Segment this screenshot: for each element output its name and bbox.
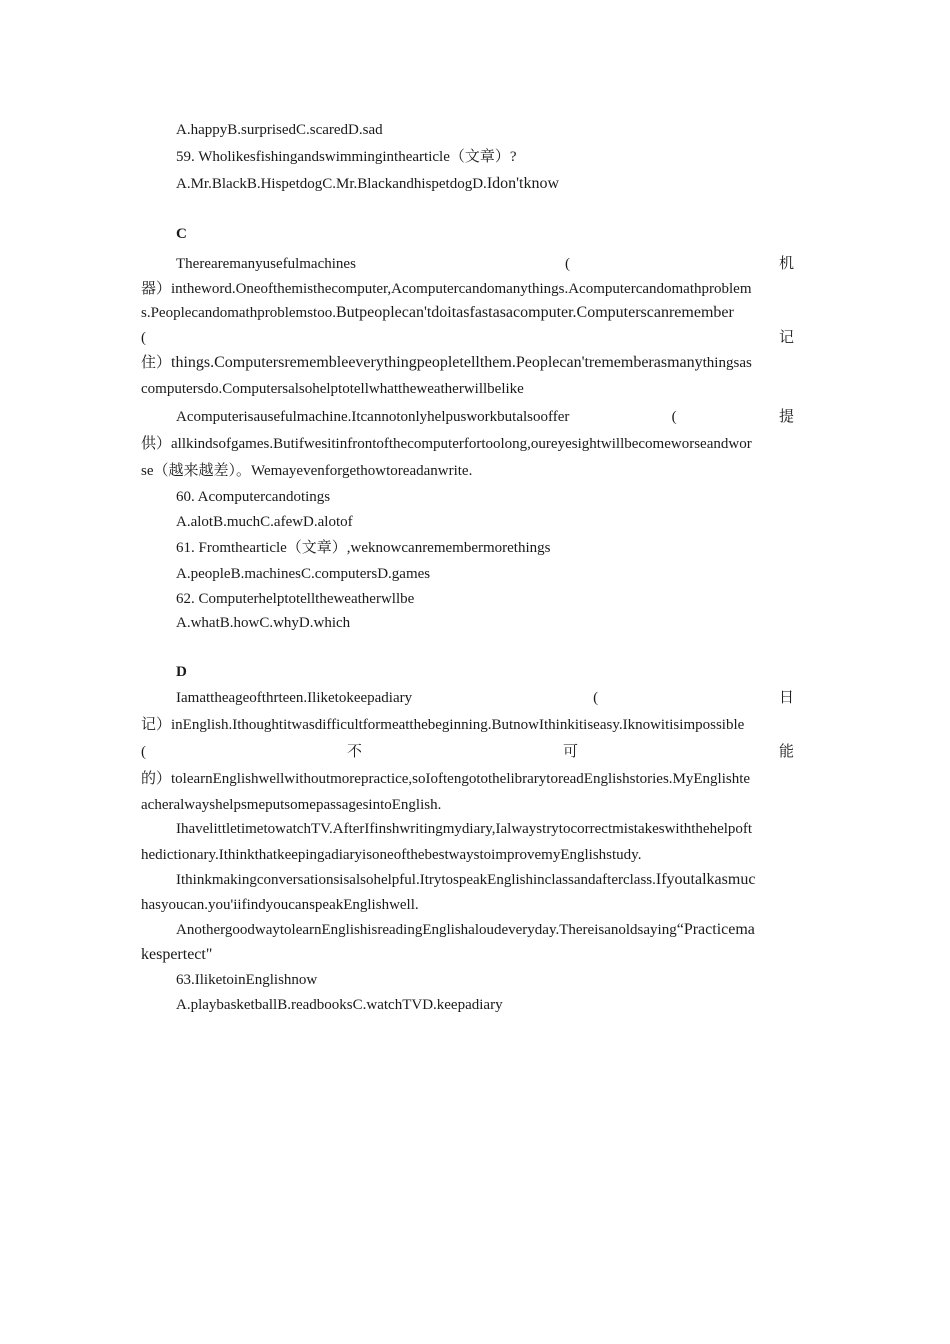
q61-question: 61. Fromthearticle（文章）,weknowcanremembermorethings (176, 540, 551, 556)
p1-line5-b: things.Computersrememble (171, 354, 349, 371)
q63-options: A.playbasketballB.readbooksC.watchTVD.keepadiary (176, 997, 503, 1013)
section-d-p1-line1-row (176, 689, 794, 707)
section-d-p1-line4: 的）tolearnEnglishwellwithoutmorepractice,soIoftengotothelibrarytoreadEnglishstories.MyEnglishte (141, 771, 751, 787)
d-p1-line1-cjk: 日 (778, 690, 794, 706)
section-d-p2-line1: IhavelittletimetowatchTV.AfterIfinshwritingmydiary,Ialwaystrytocorrectmistakeswiththehelpoft (176, 821, 753, 837)
p1-line5-a: 住） (141, 355, 172, 371)
d-p3-line1-a: Ithinkmakingconversationsisalsohelpful.ItrytospeakEnglishinclassandafterclass. (176, 872, 656, 888)
q60-options: A.alotB.muchC.afewD.alotof (176, 514, 353, 530)
section-c-p1-line5 (141, 354, 794, 372)
section-c-p1-line6: computersdo.Computersalsohelptotellwhattheweatherwillbelike (141, 381, 524, 397)
p1-line4-paren: ( (141, 330, 146, 346)
section-c-p1-line1-row (176, 255, 794, 273)
section-c-p1-line3 (141, 304, 794, 322)
section-c-p1-line1 (176, 255, 794, 273)
p1-line1-paren: ( (564, 256, 570, 272)
section-c-p2-line2: 供）allkindsofgames.Butifwesitinfrontofthecomputerfortoolong,oureyesightwillbecomeworseandwor (141, 436, 752, 452)
section-d-p1-line2: 记）inEnglish.Ithoughtitwasdifficultformeatthebeginning.ButnowIthinkitiseasy.Iknowitisimpossible (141, 717, 745, 733)
q58-options: A.happyB.surprisedC.scaredD.sad (176, 122, 383, 138)
p2-line1-cjk: 提 (778, 409, 794, 425)
q59-options-main: A.Mr.BlackB.HispetdogC.Mr.BlackandhispetdogD. (176, 176, 487, 192)
p1-line1-text: Therearemanyusefulmachines (176, 256, 356, 272)
d-p1-line1-paren: ( (593, 690, 599, 706)
q59-options (176, 175, 559, 193)
section-d-p1-line3 (141, 743, 794, 761)
p1-line5-d: thingsas (702, 355, 752, 371)
d-p4-line1-b: “Practicema (676, 921, 755, 938)
section-c-p2-line3: se（越来越差）。Wemayevenforgethowtoreadanwrite. (141, 463, 473, 479)
d-p3-line1-b: Ifyoutalkasmuc (655, 871, 756, 888)
section-d-p3-line2: hasyoucan.you'iifindyoucanspeakEnglishwell. (141, 897, 419, 913)
p1-line4-cjk: 记 (778, 330, 794, 346)
d-p1-line3-paren: ( (141, 744, 146, 760)
section-c-p1-line2: 器）intheword.Oneofthemisthecomputer,Acomputercandomanythings.Acomputercandomathproblem (141, 281, 752, 297)
p1-line3-b: Butpeoplecan'tdoitasfastasacomputer.Computerscanremember (335, 304, 734, 321)
q59-question: 59. Wholikesfishingandswimminginthearticle（文章）? (176, 149, 517, 165)
p2-line1-paren: ( (671, 409, 677, 425)
section-d-p3-line1 (176, 871, 755, 889)
q63-question: 63.IliketoinEnglishnow (176, 972, 318, 988)
q62-options: A.whatB.howC.whyD.which (176, 615, 351, 631)
d-p1-line1-text: Iamattheageofthrteen.Iliketokeepadiary (176, 690, 413, 706)
q62-question: 62. Computerhelptotelltheweatherwllbe (176, 591, 415, 607)
q60-question: 60. Acomputercandotings (176, 489, 331, 505)
section-d-p1-line1 (176, 689, 794, 707)
p1-line1-cjk: 机 (778, 256, 794, 272)
section-c-p1-line4 (141, 329, 794, 347)
d-p1-line3-cjk3: 能 (778, 744, 794, 760)
d-p4-line1-a: AnothergoodwaytolearnEnglishisreadingEnglishaloudeveryday.Thereisanoldsaying (176, 922, 677, 938)
section-d-p2-line2: hedictionary.IthinkthatkeepingadiaryisoneofthebestwaystoimprovemyEnglishstudy. (141, 847, 642, 863)
section-d-heading: D (176, 664, 187, 680)
section-c-p2-line1 (176, 408, 794, 426)
d-p1-line3-cjk2: 可 (562, 744, 578, 760)
d-p1-line3-cjk1: 不 (346, 744, 362, 760)
section-d-p4-line1 (176, 921, 755, 939)
section-c-p2-line1-row (176, 408, 794, 426)
p2-line1-text: Acomputerisausefulmachine.Itcannotonlyhelpusworkbutalsooffer (176, 409, 570, 425)
section-d-p4-line2: kespertect" (141, 946, 213, 963)
section-d-p1-line5: acheralwayshelpsmeputsomepassagesintoEnglish. (141, 797, 442, 813)
section-c-heading: C (176, 226, 187, 242)
q59-options-tail: Idon'tknow (486, 175, 560, 192)
q61-options: A.peopleB.machinesC.computersD.games (176, 566, 431, 582)
p1-line5-c: everythingpeopletellthem.Peoplecan'trememberasmany (348, 354, 703, 371)
p1-line3-a: s.Peoplecandomathproblemstoo. (141, 305, 336, 321)
